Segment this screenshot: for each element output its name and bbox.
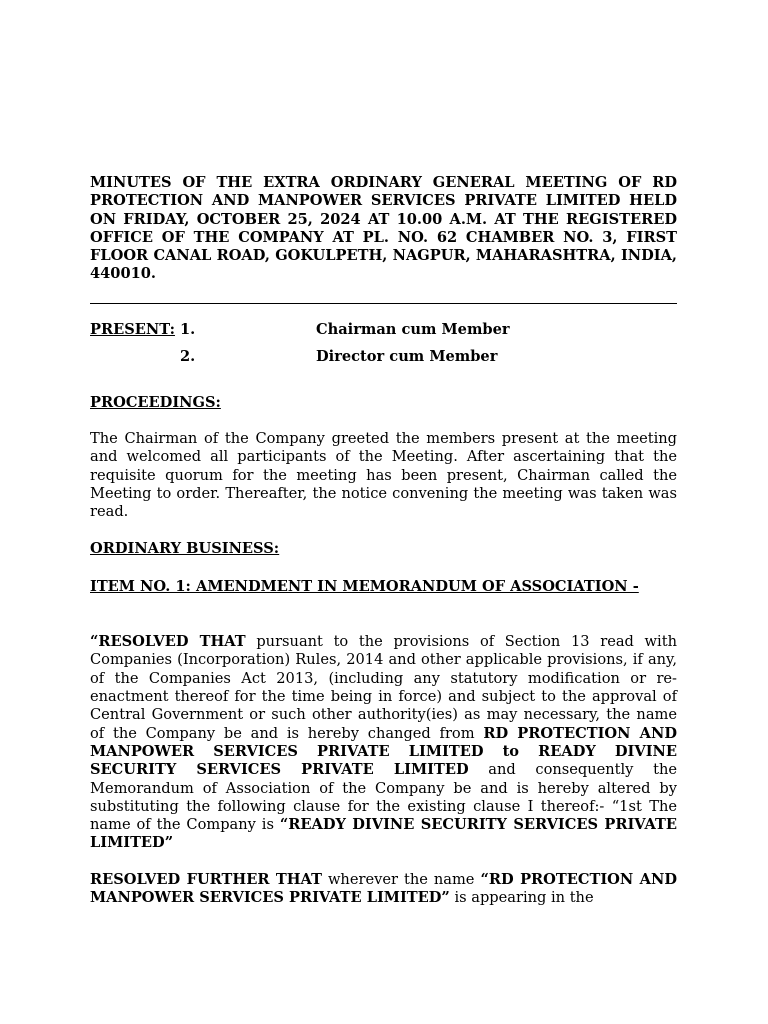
- resolution-2-text: wherever the name: [321, 870, 481, 888]
- present-block: [90, 321, 677, 375]
- item-1-label: ITEM NO. 1: AMENDMENT IN MEMORANDUM OF ASSOCIATION -: [90, 577, 639, 595]
- resolution-1-lead: “RESOLVED THAT: [90, 633, 246, 651]
- resolution-2-lead: RESOLVED FURTHER THAT: [90, 870, 322, 888]
- resolution-2-name: “RD PROTECTION AND MANPOWER SERVICES PRIVATE LIMITED”: [90, 870, 678, 907]
- horizontal-rule: [90, 303, 677, 304]
- resolution-1-text: pursuant to the provisions of Section 13 read with Companies (Incorporation) Rules, 2014 and other applicable provisions, if any, of the Companies Act 2013, (including any statutory modification or re-enactment thereof for the time being in force) and subject to the approval of Central Government or such other authority(ies) as may necessary, the name of the Company be and is hereby changed from: [90, 633, 677, 742]
- resolution-1-old-name: RD PROTECTION AND MANPOWER SERVICES PRIVATE LIMITED to READY DIVINE SECURITY SERVICES PRIVATE LIMITED: [90, 724, 677, 779]
- present-role: Director cum Member: [316, 347, 498, 365]
- resolution-2: [90, 871, 677, 908]
- ordinary-business-label: ORDINARY BUSINESS:: [90, 539, 280, 557]
- present-number: 1.: [180, 320, 196, 338]
- document-page: [90, 174, 677, 907]
- present-role: Chairman cum Member: [316, 320, 510, 338]
- present-number: 2.: [180, 347, 196, 365]
- proceedings-text: The Chairman of the Company greeted the members present at the meeting and welcomed all participants of the Meeting. After ascertaining that the requisite quorum for the meeting has been present, Chairman called the Meeting to order. Thereafter, the notice convening the meeting was taken was read.: [90, 430, 677, 521]
- present-row: [90, 321, 677, 341]
- resolution-1-new-name: “READY DIVINE SECURITY SERVICES PRIVATE LIMITED”: [90, 816, 677, 852]
- resolution-2-text-cont: is appearing in the: [449, 889, 594, 907]
- present-label: PRESENT:: [90, 320, 175, 338]
- minutes-heading: MINUTES OF THE EXTRA ORDINARY GENERAL MEETING OF RD PROTECTION AND MANPOWER SERVICES PRIVATE LIMITED HELD ON FRIDAY, OCTOBER 25, 2024 AT 10.00 A.M. AT THE REGISTERED OFFICE OF THE COMPANY AT PL. NO. 62 CHAMBER NO. 3, FIRST FLOOR CANAL ROAD, GOKULPETH, NAGPUR, MAHARASHTRA, INDIA, 440010.: [90, 174, 677, 283]
- resolution-1: [90, 633, 677, 853]
- present-row: [90, 348, 677, 368]
- resolution-1-text-cont: and consequently the Memorandum of Association of the Company be and is hereby altered by substituting the following clause for the existing clause I thereof:- “1st The name of the Company is: [90, 761, 677, 834]
- proceedings-label: PROCEEDINGS:: [90, 393, 221, 411]
